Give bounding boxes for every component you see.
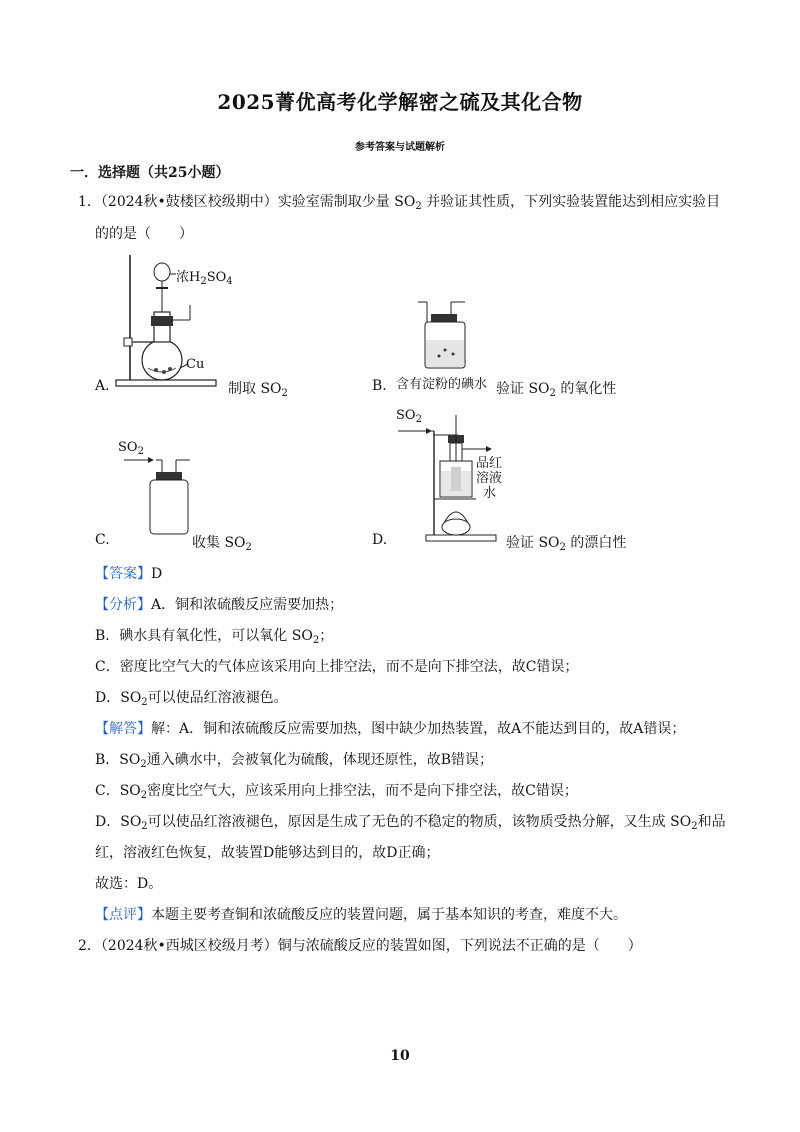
page-subtitle: 参考答案与试题解析 bbox=[355, 142, 445, 153]
apparatus-b-iodine-label: 含有淀粉的碘水 bbox=[396, 377, 488, 392]
page-title: 2025菁优高考化学解密之硫及其化合物 bbox=[217, 90, 583, 114]
q2-stem: 2．（2024秋•西城区校级月考）铜与浓硫酸反应的装置如图，下列说法不正确的是（ ） bbox=[78, 938, 642, 954]
apparatus-d-pinhong-label: 品红 bbox=[476, 456, 503, 471]
q1-stem-line1: 1．（2024秋•鼓楼区校级期中）实验室需制取少量 $SO_2$ 并验证其性质，下列实验装置能达到相应实验目 bbox=[78, 194, 721, 212]
section-heading: 一．选择题（共25小题） bbox=[70, 165, 230, 181]
apparatus-d-so2-label: $SO_2$ bbox=[396, 408, 422, 425]
answer-line: 【答案】D bbox=[95, 566, 163, 582]
solution-line-a: 【解答】解：A．铜和浓硫酸反应需要加热，图中缺少加热装置，故A不能达到目的，故A错误； bbox=[95, 721, 686, 737]
option-a-letter: A. bbox=[95, 378, 110, 394]
apparatus-c-collection-bottle bbox=[120, 456, 200, 538]
apparatus-a-cu-label: Cu bbox=[186, 357, 205, 372]
comment-line: 【点评】本题主要考查铜和浓硫酸反应的装置问题，属于基本知识的考查，难度不大。 bbox=[95, 907, 627, 923]
option-a-caption: 制取 $SO_2$ bbox=[228, 381, 288, 399]
apparatus-d-water-label: 水 bbox=[483, 486, 497, 501]
option-b-letter: B. bbox=[372, 378, 387, 394]
option-b-caption: 验证 $SO_2$ 的氧化性 bbox=[496, 381, 617, 399]
analysis-line-d: D．$SO_2$可以使品红溶液褪色。 bbox=[95, 690, 288, 708]
apparatus-a-acid-label: 浓$H_2SO_4$ bbox=[176, 270, 233, 287]
option-c-caption: 收集 $SO_2$ bbox=[192, 535, 252, 553]
solution-line-c: C．$SO_2$密度比空气大，应该采用向上排空法，而不是向下排空法，故C错误； bbox=[95, 783, 578, 801]
apparatus-d-solution-label: 溶液 bbox=[476, 471, 503, 486]
q1-stem-line2: 的的是（ ） bbox=[95, 226, 193, 242]
apparatus-c-so2-label: $SO_2$ bbox=[118, 440, 144, 457]
solution-choice: 故选：D。 bbox=[95, 876, 163, 892]
option-c-letter: C. bbox=[95, 532, 110, 548]
analysis-line-c: C．密度比空气大的气体应该采用向上排空法，而不是向下排空法，故C错误； bbox=[95, 659, 579, 675]
option-d-letter: D. bbox=[372, 532, 388, 548]
solution-line-d-cont: 红，溶液红色恢复，故装置D能够达到目的，故D正确； bbox=[95, 845, 440, 861]
solution-line-d: D．$SO_2$可以使品红溶液褪色，原因是生成了无色的不稳定的物质，该物质受热分解，又生成 $SO_2$和品 bbox=[95, 814, 726, 832]
analysis-line-a: 【分析】A．铜和浓硫酸反应需要加热； bbox=[95, 597, 344, 613]
analysis-line-b: B．碘水具有氧化性，可以氧化 $SO_2$； bbox=[95, 628, 334, 646]
apparatus-b-gas-bottle bbox=[415, 300, 475, 372]
page-number: 10 bbox=[390, 1048, 410, 1064]
option-d-caption: 验证 $SO_2$ 的漂白性 bbox=[506, 535, 627, 553]
solution-line-b: B．$SO_2$通入碘水中，会被氧化为硫酸，体现还原性，故B错误； bbox=[95, 752, 494, 770]
